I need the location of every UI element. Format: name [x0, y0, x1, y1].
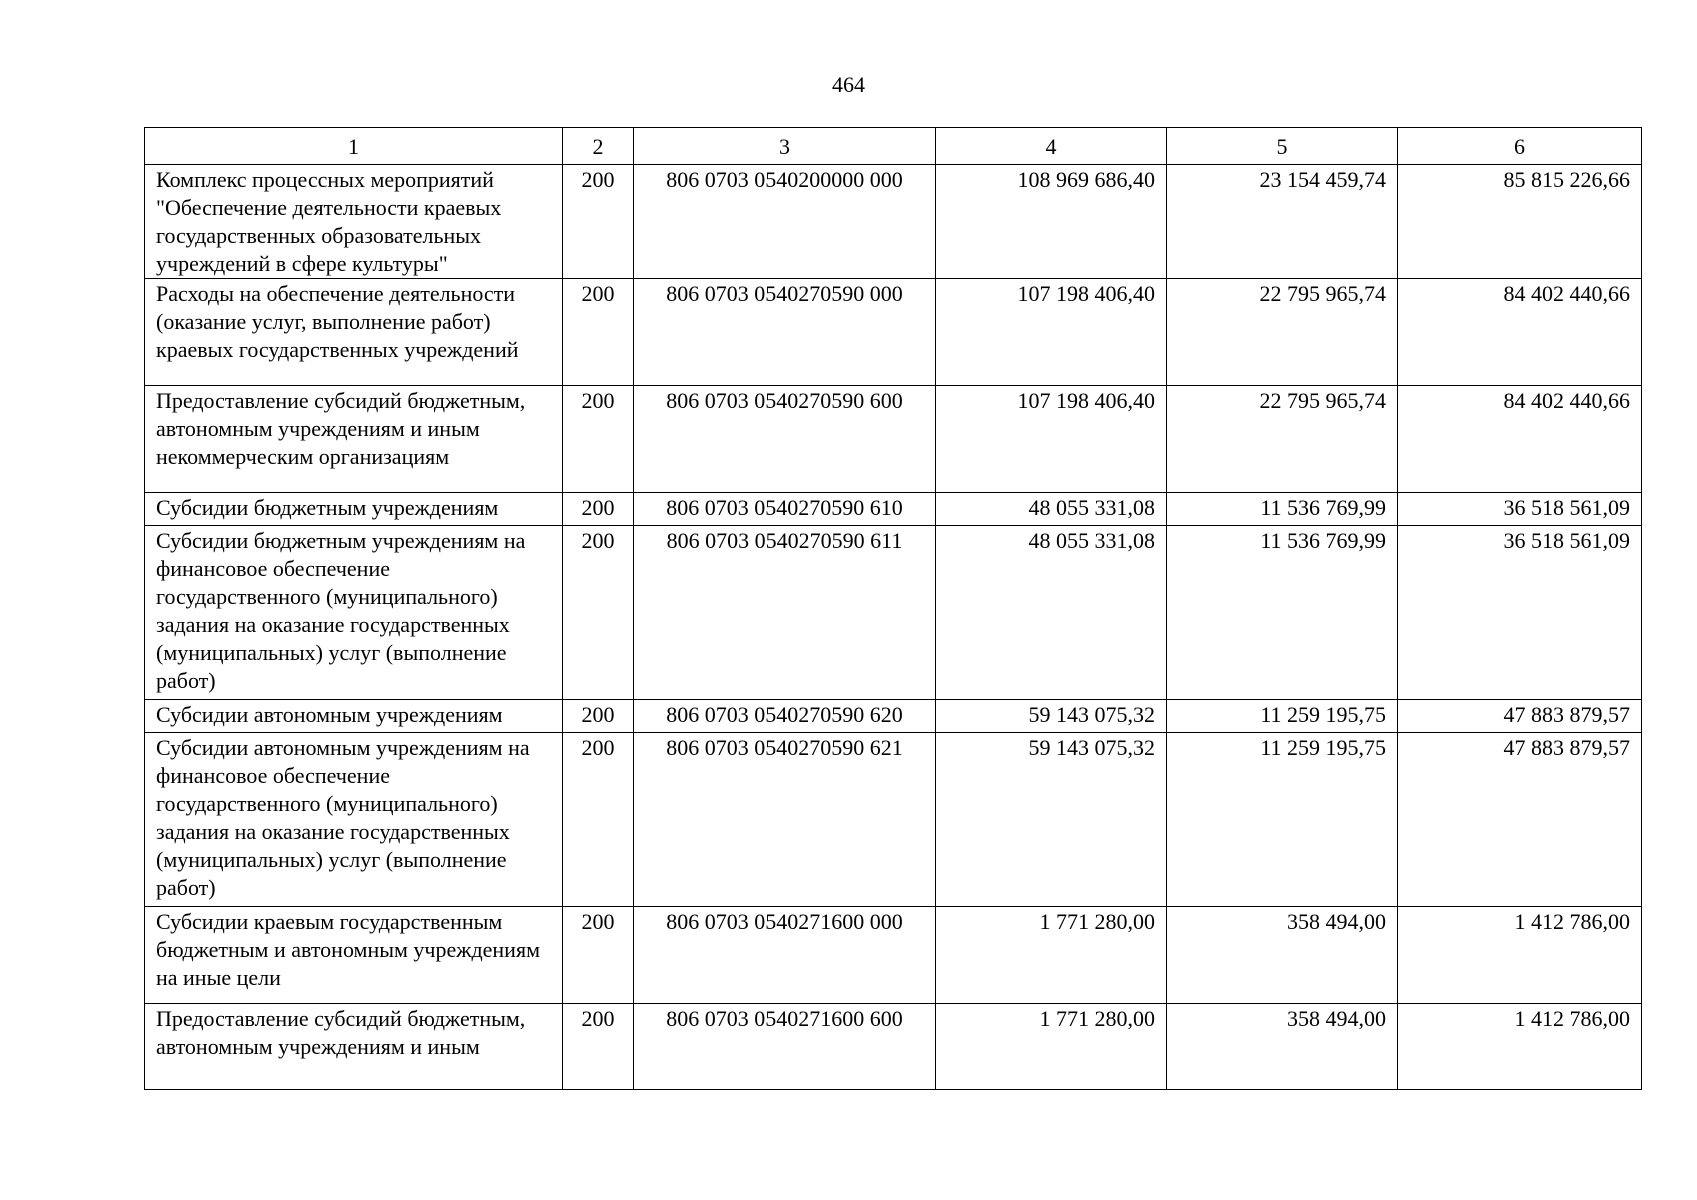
header-col-6: 6 [1398, 128, 1642, 165]
row-kbk: 806 0703 0540270590 620 [634, 700, 936, 733]
row-name: Расходы на обеспечение деятельности (оказание услуг, выполнение работ) краевых государственных учреждений [145, 279, 563, 386]
row-value-5: 23 154 459,74 [1167, 165, 1398, 279]
row-value-6: 47 883 879,57 [1398, 700, 1642, 733]
row-value-6: 36 518 561,09 [1398, 526, 1642, 700]
row-kbk: 806 0703 0540200000 000 [634, 165, 936, 279]
row-name: Субсидии автономным учреждениям на финансовое обеспечение государственного (муниципального) задания на оказание государственных (муниципальных) услуг (выполнение работ) [145, 733, 563, 907]
row-value-4: 108 969 686,40 [936, 165, 1167, 279]
row-value-6: 85 815 226,66 [1398, 165, 1642, 279]
row-name: Комплекс процессных мероприятий "Обеспечение деятельности краевых государственных образовательных учреждений в сфере культуры" [145, 165, 563, 279]
row-code: 200 [563, 733, 634, 907]
table-body [145, 165, 1642, 1090]
row-value-5: 22 795 965,74 [1167, 279, 1398, 386]
table-row [145, 386, 1642, 493]
row-code: 200 [563, 526, 634, 700]
row-value-4: 59 143 075,32 [936, 733, 1167, 907]
row-value-5: 11 259 195,75 [1167, 733, 1398, 907]
row-value-6: 1 412 786,00 [1398, 907, 1642, 1004]
row-kbk: 806 0703 0540270590 610 [634, 493, 936, 526]
table-row [145, 700, 1642, 733]
table-row [145, 733, 1642, 907]
row-value-6: 1 412 786,00 [1398, 1004, 1642, 1090]
header-col-3: 3 [634, 128, 936, 165]
table-row [145, 165, 1642, 279]
row-kbk: 806 0703 0540271600 600 [634, 1004, 936, 1090]
row-value-5: 11 536 769,99 [1167, 493, 1398, 526]
row-value-5: 11 259 195,75 [1167, 700, 1398, 733]
row-kbk: 806 0703 0540270590 600 [634, 386, 936, 493]
header-col-2: 2 [563, 128, 634, 165]
row-code: 200 [563, 907, 634, 1004]
row-name: Предоставление субсидий бюджетным, автономным учреждениям и иным [145, 1004, 563, 1090]
table-header [145, 128, 1642, 165]
row-value-4: 59 143 075,32 [936, 700, 1167, 733]
row-kbk: 806 0703 0540270590 621 [634, 733, 936, 907]
header-col-1: 1 [145, 128, 563, 165]
row-code: 200 [563, 279, 634, 386]
page-number: 464 [832, 72, 865, 97]
row-code: 200 [563, 1004, 634, 1090]
table-row [145, 907, 1642, 1004]
row-value-5: 11 536 769,99 [1167, 526, 1398, 700]
row-value-6: 84 402 440,66 [1398, 279, 1642, 386]
row-name: Субсидии бюджетным учреждениям [145, 493, 563, 526]
row-value-5: 22 795 965,74 [1167, 386, 1398, 493]
row-name: Субсидии краевым государственным бюджетным и автономным учреждениям на иные цели [145, 907, 563, 1004]
table-row [145, 1004, 1642, 1090]
row-name: Субсидии бюджетным учреждениям на финансовое обеспечение государственного (муниципального) задания на оказание государственных (муниципальных) услуг (выполнение работ) [145, 526, 563, 700]
row-code: 200 [563, 165, 634, 279]
table-row [145, 493, 1642, 526]
budget-table [144, 127, 1642, 1090]
row-value-4: 107 198 406,40 [936, 386, 1167, 493]
row-value-4: 107 198 406,40 [936, 279, 1167, 386]
row-code: 200 [563, 493, 634, 526]
row-value-4: 1 771 280,00 [936, 1004, 1167, 1090]
row-kbk: 806 0703 0540270590 611 [634, 526, 936, 700]
row-value-5: 358 494,00 [1167, 1004, 1398, 1090]
table-row [145, 279, 1642, 386]
header-col-5: 5 [1167, 128, 1398, 165]
row-code: 200 [563, 700, 634, 733]
row-value-6: 84 402 440,66 [1398, 386, 1642, 493]
row-value-4: 48 055 331,08 [936, 526, 1167, 700]
table-row [145, 526, 1642, 700]
header-row [145, 128, 1642, 165]
header-col-4: 4 [936, 128, 1167, 165]
row-value-4: 1 771 280,00 [936, 907, 1167, 1004]
row-value-4: 48 055 331,08 [936, 493, 1167, 526]
row-name: Предоставление субсидий бюджетным, автономным учреждениям и иным некоммерческим организациям [145, 386, 563, 493]
row-value-5: 358 494,00 [1167, 907, 1398, 1004]
row-value-6: 47 883 879,57 [1398, 733, 1642, 907]
row-value-6: 36 518 561,09 [1398, 493, 1642, 526]
row-code: 200 [563, 386, 634, 493]
row-name: Субсидии автономным учреждениям [145, 700, 563, 733]
row-kbk: 806 0703 0540270590 000 [634, 279, 936, 386]
row-kbk: 806 0703 0540271600 000 [634, 907, 936, 1004]
